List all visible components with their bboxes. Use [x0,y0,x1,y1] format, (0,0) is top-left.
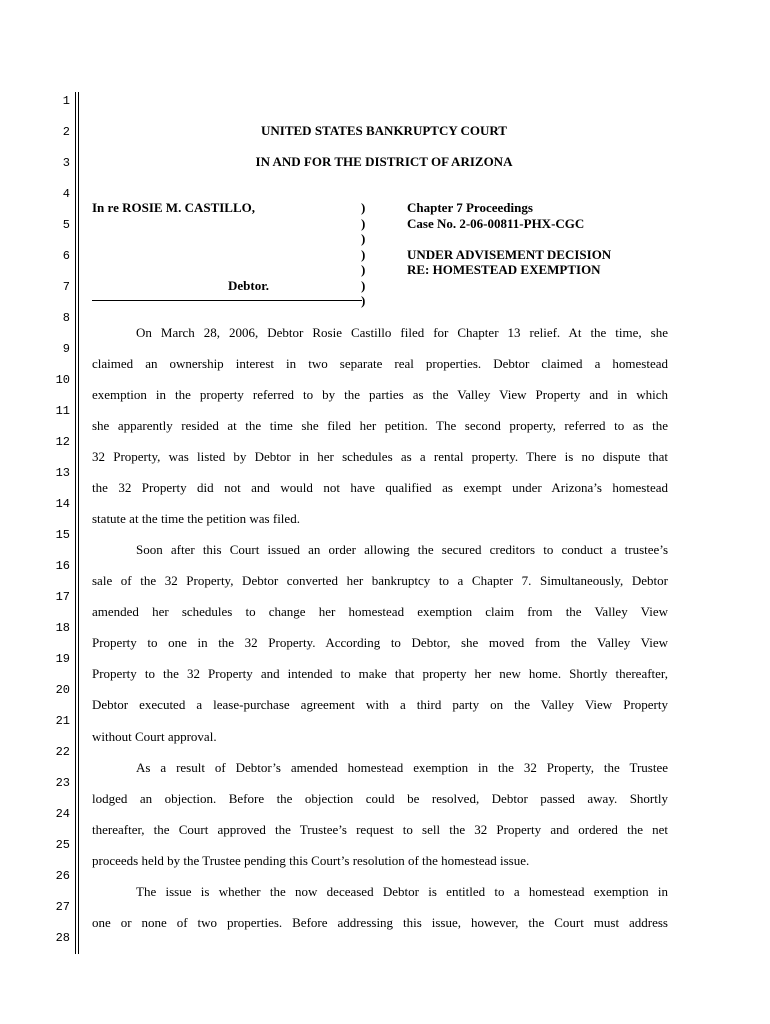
caption-paren: ) [361,215,366,231]
body-line: Property to the 32 Property and intended to make that property her new home. Shortly thereafter, [92,666,668,681]
line-number: 11 [55,404,70,418]
body-line: statute at the time the petition was filed. [92,511,300,526]
body-line: claimed an ownership interest in two separate real properties. Debtor claimed a homestead [92,356,668,371]
body-line: without Court approval. [92,729,217,744]
line-number: 13 [55,466,70,480]
body-line: The issue is whether the now deceased Debtor is entitled to a homestead exemption in [136,884,668,899]
caption-underline [92,300,362,301]
line-number: 2 [62,125,70,139]
line-number: 18 [55,621,70,635]
line-number: 7 [62,280,70,294]
body-line: one or none of two properties. Before addressing this issue, however, the Court must address [92,915,668,930]
body-line: As a result of Debtor’s amended homestead exemption in the 32 Property, the Trustee [136,760,668,775]
caption-party-role: Debtor. [228,278,270,293]
caption-case-number: Case No. 2-06-00811-PHX-CGC [407,216,585,231]
body-line: Soon after this Court issued an order allowing the secured creditors to conduct a trustee’s [136,542,668,557]
body-line: she apparently resided at the time she filed her petition. The second property, referred to as the [92,418,668,433]
caption-decision-title: UNDER ADVISEMENT DECISION [407,247,612,262]
caption-decision-subject: RE: HOMESTEAD EXEMPTION [407,262,601,277]
caption-paren: ) [361,246,366,262]
line-number: 10 [55,373,70,387]
line-number: 4 [62,187,70,201]
line-number: 5 [62,218,70,232]
line-number: 17 [55,590,70,604]
caption-paren: ) [361,293,366,308]
line-number: 22 [55,745,70,759]
caption-paren: ) [361,277,366,293]
line-number: 1 [62,94,70,108]
line-number: 15 [55,528,70,542]
court-name: UNITED STATES BANKRUPTCY COURT [261,123,507,138]
body-line: On March 28, 2006, Debtor Rosie Castillo filed for Chapter 13 relief. At the time, she [136,325,668,340]
body-line: 32 Property, was listed by Debtor in her schedules as a rental property. There is no dispute that [92,449,668,464]
line-number: 27 [55,900,70,914]
body-line: Property to one in the 32 Property. According to Debtor, she moved from the Valley View [92,635,668,650]
caption-paren: ) [361,231,366,246]
line-number: 21 [55,714,70,728]
caption-paren: ) [361,262,366,277]
line-number: 3 [62,156,70,170]
line-number-column [0,0,72,1024]
body-line: Debtor executed a lease-purchase agreement with a third party on the Valley View Property [92,697,668,712]
left-margin-rule [75,92,76,954]
line-number: 19 [55,652,70,666]
line-number: 24 [55,807,70,821]
line-number: 14 [55,497,70,511]
caption-in-re: In re ROSIE M. CASTILLO, [92,200,256,215]
line-number: 12 [55,435,70,449]
caption-paren: ) [361,200,366,215]
line-number: 16 [55,559,70,573]
line-number: 20 [55,683,70,697]
line-number: 28 [55,931,70,945]
body-line: sale of the 32 Property, Debtor converted her bankruptcy to a Chapter 7. Simultaneously, Debtor [92,573,668,588]
line-number: 26 [55,869,70,883]
line-number: 25 [55,838,70,852]
line-number: 6 [62,249,70,263]
body-line: the 32 Property did not and would not have qualified as exempt under Arizona’s homestead [92,480,668,495]
line-number: 9 [62,342,70,356]
body-line: lodged an objection. Before the objection could be resolved, Debtor passed away. Shortly [92,791,668,806]
court-district: IN AND FOR THE DISTRICT OF ARIZONA [255,154,513,169]
body-line: exemption in the property referred to by the parties as the Valley View Property and in which [92,387,668,402]
left-margin-rule-inner [78,92,79,954]
caption-proceedings: Chapter 7 Proceedings [407,200,533,215]
body-line: thereafter, the Court approved the Trustee’s request to sell the 32 Property and ordered the net [92,822,668,837]
body-line: amended her schedules to change her homestead exemption claim from the Valley View [92,604,668,619]
body-line: proceeds held by the Trustee pending this Court’s resolution of the homestead issue. [92,853,530,868]
line-number: 23 [55,776,70,790]
caption-paren-column [361,200,371,309]
line-number: 8 [62,311,70,325]
